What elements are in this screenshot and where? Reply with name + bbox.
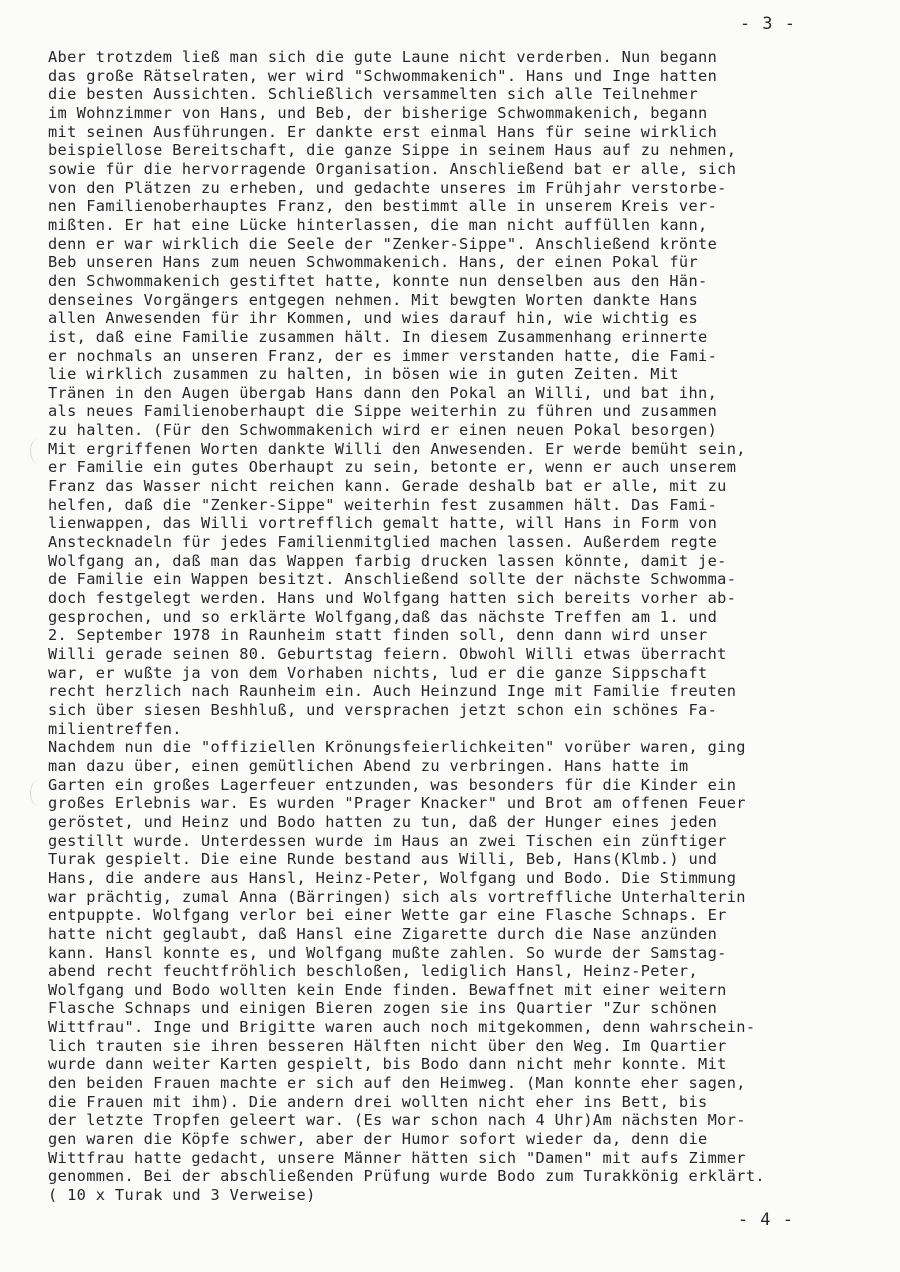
text-line: die Frauen mit ihm). Die andern drei wollten nicht eher ins Bett, bis (48, 1092, 708, 1111)
text-line: allen Anwesenden für ihr Kommen, und wies darauf hin, wie wichtig es (48, 309, 699, 328)
text-line: er nochmals an unseren Franz, der es immer verstanden hatte, die Fami- (48, 346, 718, 365)
text-line: wurde dann weiter Karten gespielt, bis Bodo dann nicht mehr konnte. Mit (48, 1055, 727, 1074)
text-line: sowie für die hervorragende Organisation. Anschließend bat er alle, sich (48, 159, 737, 178)
text-line: lienwappen, das Willi vortrefflich gemalt hatte, will Hans in Form von (48, 514, 718, 533)
text-line: mit seinen Ausführungen. Er dankte erst einmal Hans für seine wirklich (48, 122, 718, 141)
text-line: sich über siesen Beshhluß, und versprachen jetzt schon ein schönes Fa- (48, 700, 718, 719)
text-line: als neues Familienoberhaupt die Sippe weiterhin zu führen und zusammen (48, 402, 718, 421)
text-line: kann. Hansl konnte es, und Wolfgang mußte zahlen. So wurde der Samstag- (48, 943, 727, 962)
text-line: mißten. Er hat eine Lücke hinterlassen, die man nicht auffüllen kann, (48, 215, 708, 234)
text-line: Garten ein großes Lagerfeuer entzunden, was besonders für die Kinder ein (48, 775, 737, 794)
text-line: der letzte Tropfen geleert war. (Es war schon nach 4 Uhr)Am nächsten Mor- (48, 1111, 746, 1130)
text-line: Nachdem nun die "offiziellen Krönungsfeierlichkeiten" vorüber waren, ging (48, 738, 746, 757)
text-line: Wolfgang und Bodo wollten kein Ende finden. Bewaffnet mit einer weitern (48, 980, 727, 999)
hole-punch-mark (30, 438, 47, 464)
text-line: Wolfgang an, daß man das Wappen farbig drucken lassen könnte, damit je- (48, 551, 727, 570)
text-line: ist, daß eine Familie zusammen hält. In diesem Zusammenhang erinnerte (48, 327, 708, 346)
text-line: ( 10 x Turak und 3 Verweise) (48, 1186, 316, 1205)
text-line: Beb unseren Hans zum neuen Schwommakenich. Hans, der einen Pokal für (48, 253, 699, 272)
text-line: er Familie ein gutes Oberhaupt zu sein, betonte er, wenn er auch unserem (48, 458, 737, 477)
text-line: Hans, die andere aus Hansl, Heinz-Peter, Wolfgang und Bodo. Die Stimmung (48, 868, 737, 887)
text-line: genommen. Bei der abschließenden Prüfung wurde Bodo zum Turakkönig erklärt. (48, 1167, 765, 1186)
text-line: Flasche Schnaps und einigen Bieren zogen sie ins Quartier "Zur schönen (48, 999, 718, 1018)
text-line: Franz das Wasser nicht reichen kann. Gerade deshalb bat er alle, mit zu (48, 477, 727, 496)
text-line: Turak gespielt. Die eine Runde bestand aus Willi, Beb, Hans(Klmb.) und (48, 850, 718, 869)
page-number-bottom: - 4 - (737, 1210, 794, 1230)
text-line: die besten Aussichten. Schließlich versammelten sich alle Teilnehmer (48, 85, 699, 104)
text-line: beispiellose Bereitschaft, die ganze Sippe in seinem Haus auf zu nehmen, (48, 141, 737, 160)
text-line: Wittfrau". Inge und Brigitte waren auch noch mitgekommen, denn wahrschein- (48, 1018, 756, 1037)
text-line: doch festgelegt werden. Hans und Wolfgang hatten sich bereits vorher ab- (48, 589, 737, 608)
text-line: Tränen in den Augen übergab Hans dann den Pokal an Willi, und bat ihn, (48, 383, 718, 402)
text-line: milientreffen. (48, 719, 182, 738)
text-line: das große Rätselraten, wer wird "Schwommakenich". Hans und Inge hatten (48, 66, 718, 85)
text-line: entpuppte. Wolfgang verlor bei einer Wette gar eine Flasche Schnaps. Er (48, 906, 727, 925)
text-line: Willi gerade seinen 80. Geburtstag feiern. Obwohl Willi etwas überracht (48, 645, 727, 663)
text-line: hatte nicht geglaubt, daß Hansl eine Zigarette durch die Nase anzünden (48, 924, 718, 943)
text-line: im Wohnzimmer von Hans, und Beb, der bisherige Schwommakenich, begann (48, 103, 708, 122)
text-line: Mit ergriffenen Worten dankte Willi den Anwesenden. Er werde bemüht sein, (48, 439, 746, 458)
text-line: den beiden Frauen machte er sich auf den Heimweg. (Man konnte eher sagen, (48, 1074, 746, 1093)
text-line: lie wirklich zusammen zu halten, in bösen wie in guten Zeiten. Mit (48, 365, 679, 384)
text-line: geröstet, und Heinz und Bodo hatten zu tun, daß der Hunger eines jeden (48, 812, 718, 831)
text-line: helfen, daß die "Zenker-Sippe" weiterhin fest zusammen hält. Das Fami- (48, 495, 718, 514)
text-line: gen waren die Köpfe schwer, aber der Humor sofort wieder da, denn die (48, 1130, 708, 1149)
page-number-top: - 3 - (739, 14, 796, 34)
typed-letter-body (48, 48, 884, 1205)
text-line: 2. September 1978 in Raunheim statt finden soll, denn dann wird unser (48, 626, 708, 645)
text-line: denn er war wirklich die Seele der "Zenker-Sippe". Anschließend krönte (48, 234, 718, 253)
text-line: Aber trotzdem ließ man sich die gute Laune nicht verderben. Nun begann (48, 48, 718, 66)
text-line: abend recht feuchtfröhlich beschloßen, lediglich Hansl, Heinz-Peter, (48, 962, 699, 981)
text-line: nen Familienoberhauptes Franz, den bestimmt alle in unserem Kreis ver- (48, 197, 718, 216)
text-line: recht herzlich nach Raunheim ein. Auch Heinzund Inge mit Familie freuten (48, 682, 737, 701)
text-line: Wittfrau hatte gedacht, unsere Männer hätten sich "Damen" mit aufs Zimmer (48, 1148, 746, 1167)
text-line: gesprochen, und so erklärte Wolfgang,daß das nächste Treffen am 1. und (48, 607, 718, 626)
hole-punch-mark (30, 780, 47, 806)
text-line: war prächtig, zumal Anna (Bärringen) sich als vortreffliche Unterhalterin (48, 887, 746, 906)
text-line: gestillt wurde. Unterdessen wurde im Haus an zwei Tischen ein zünftiger (48, 831, 727, 850)
text-line: lich trauten sie ihren besseren Hälften nicht über den Weg. Im Quartier (48, 1036, 727, 1055)
text-line: war, er wußte ja von dem Vorhaben nichts, lud er die ganze Sippschaft (48, 663, 708, 682)
text-line: von den Plätzen zu erheben, und gedachte unseres im Frühjahr verstorbe- (48, 178, 727, 197)
text-line: den Schwommakenich gestiftet hatte, konnte nun denselben aus den Hän- (48, 271, 708, 290)
text-line: denseines Vorgängers entgegen nehmen. Mit bewgten Worten dankte Hans (48, 290, 699, 309)
text-line: Anstecknadeln für jedes Familienmitglied machen lassen. Außerdem regte (48, 533, 718, 552)
text-line: zu halten. (Für den Schwommakenich wird er einen neuen Pokal besorgen) (48, 421, 718, 440)
text-line: man dazu über, einen gemütlichen Abend zu verbringen. Hans hatte im (48, 756, 689, 775)
text-line: de Familie ein Wappen besitzt. Anschließend sollte der nächste Schwomma- (48, 570, 737, 589)
text-line: großes Erlebnis war. Es wurden "Prager Knacker" und Brot am offenen Feuer (48, 794, 746, 813)
